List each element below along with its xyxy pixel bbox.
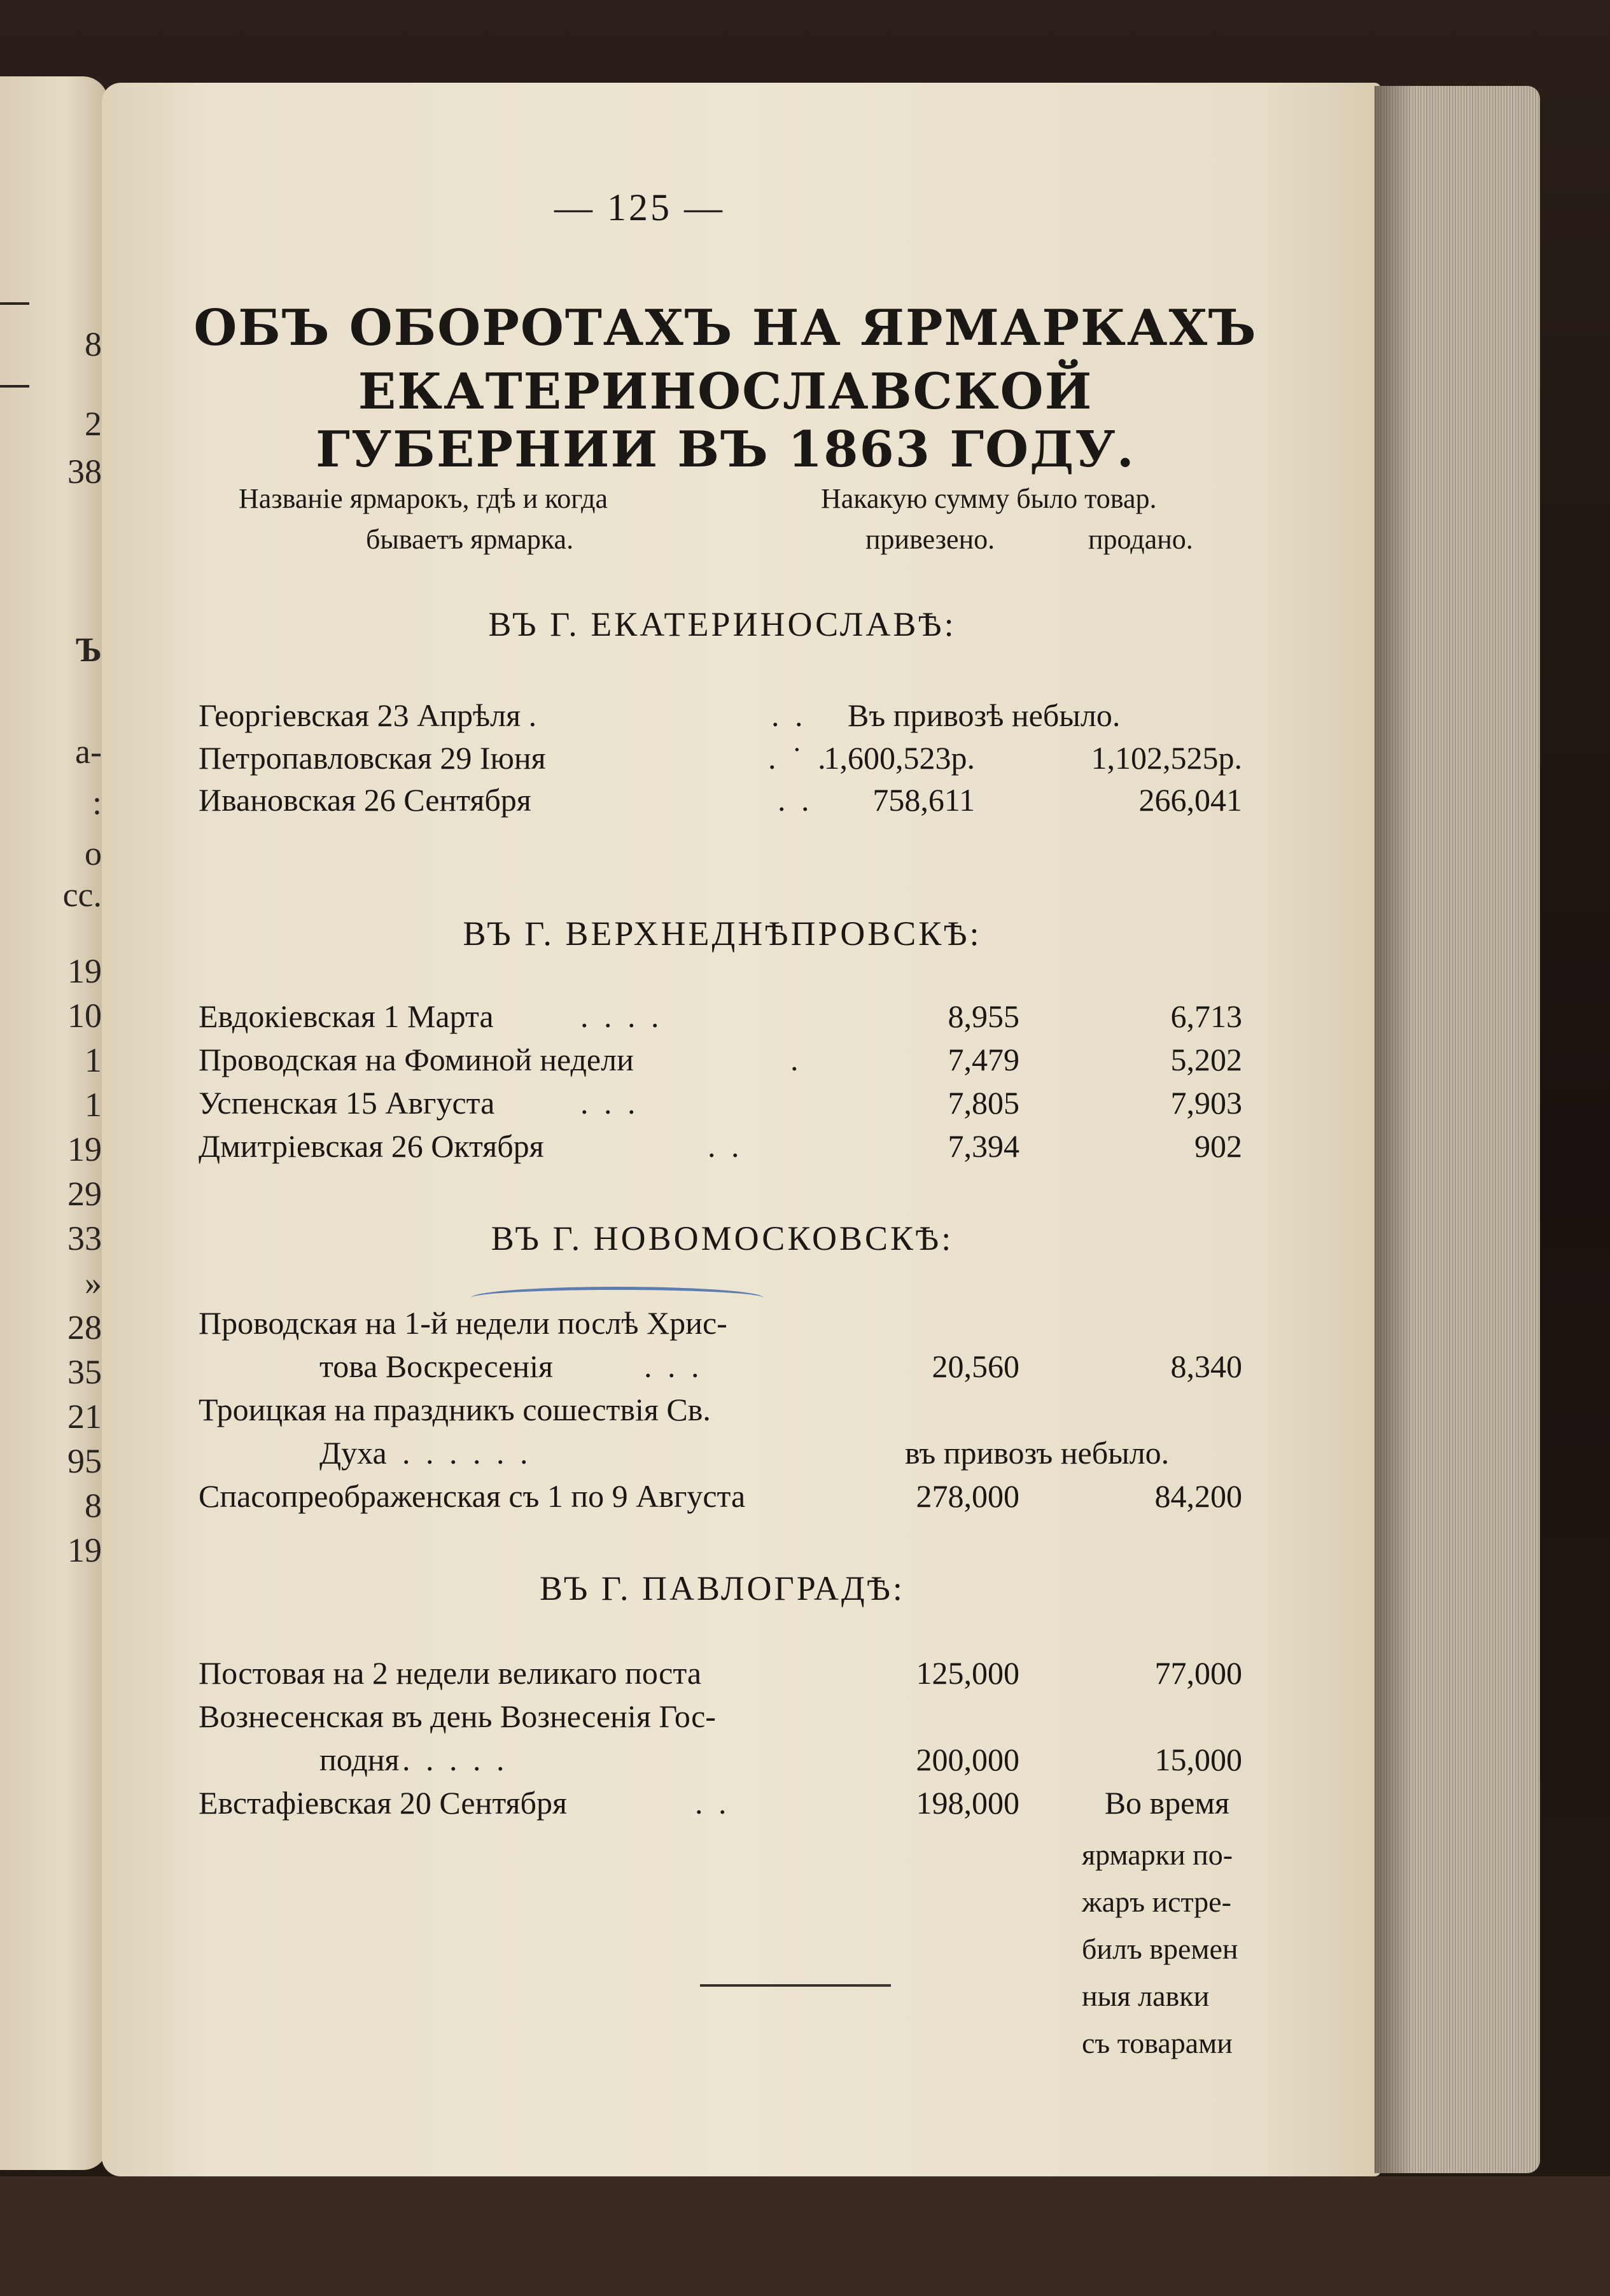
row-note: Въ привозѣ небыло.: [848, 697, 1121, 733]
left-page-fragment: :: [92, 783, 102, 822]
table-row: [199, 1698, 1242, 1742]
table-row: [199, 1478, 1242, 1522]
leader-dots: . .: [778, 782, 813, 818]
column-header-amount: Накакую сумму было товар.: [821, 483, 1157, 514]
value-sold: 8,340: [1170, 1348, 1242, 1384]
left-page-fragment: 35: [67, 1353, 102, 1391]
left-page-fragment: 10: [67, 997, 102, 1035]
table-row: [199, 1655, 1242, 1699]
fair-name: Евстафіевская 20 Сентября: [199, 1785, 567, 1821]
value-sold: 15,000: [1154, 1742, 1242, 1777]
left-page-fragment: 38: [67, 452, 102, 491]
leader-dots: .: [790, 1042, 802, 1077]
fair-name: Проводская на 1-й недели послѣ Хрис-: [199, 1305, 727, 1341]
fair-name: Ивановская 26 Сентября: [199, 782, 531, 818]
cover-bottom-edge: [0, 2176, 1610, 2296]
left-page-fragment: 2: [85, 405, 102, 443]
table-row: [199, 1784, 1242, 1829]
fair-name: Спасопреображенская съ 1 по 9 Августа: [199, 1478, 746, 1514]
leader-dots: . . . .: [580, 998, 663, 1034]
section-title-ekaterinoslav: ВЪ Г. ЕКАТЕРИНОСЛАВѢ:: [488, 605, 956, 643]
left-page-rule: [0, 385, 29, 388]
previous-page-edge: [0, 76, 108, 2170]
leader-dots: . .: [708, 1128, 743, 1164]
section-title-pavlograd: ВЪ Г. ПАВЛОГРАДѢ:: [540, 1569, 905, 1607]
left-page-fragment: 1: [85, 1041, 102, 1079]
side-note-line: билъ времен: [1082, 1933, 1238, 1965]
left-page-fragment: 33: [67, 1219, 102, 1257]
fair-name: Троицкая на праздникъ сошествія Св.: [199, 1392, 711, 1427]
column-header-name-line2: бываетъ ярмарка.: [366, 524, 574, 555]
table-row: [199, 1391, 1242, 1436]
value-sold: 1,102,525р.: [1091, 740, 1242, 776]
value-sold: 77,000: [1154, 1655, 1242, 1691]
fair-name: това Воскресенія: [319, 1348, 553, 1384]
left-page-fragment: 8: [85, 1487, 102, 1525]
table-row: [199, 998, 1242, 1042]
table-row: [199, 1041, 1242, 1086]
page-title-line1: ОБЪ ОБОРОТАХЪ НА ЯРМАРКАХЪ: [193, 299, 1257, 357]
row-note-start: Во время: [1104, 1785, 1229, 1821]
section-title-verkhnedneprovsk: ВЪ Г. ВЕРХНЕДНѢПРОВСКѢ:: [463, 914, 982, 953]
left-page-rule: [0, 302, 29, 305]
value-brought: 1,600,523р.: [823, 740, 975, 776]
table-row: [199, 781, 1242, 826]
left-page-fragment: 95: [67, 1442, 102, 1480]
table-row: [199, 1305, 1242, 1349]
left-page-fragment: 19: [67, 1531, 102, 1569]
left-page-fragment: а-: [75, 732, 102, 771]
left-page-fragment: 21: [67, 1397, 102, 1436]
left-page-fragment: 29: [67, 1175, 102, 1213]
fair-name: Петропавловская 29 Іюня: [199, 740, 546, 776]
value-sold: 84,200: [1154, 1478, 1242, 1514]
row-note: въ привозъ небыло.: [905, 1435, 1170, 1471]
leader-dots: . . . . . .: [402, 1435, 532, 1471]
leader-dots: . . .: [644, 1348, 703, 1384]
value-sold: 7,903: [1170, 1085, 1242, 1121]
fair-name: Вознесенская въ день Вознесенія Гос-: [199, 1698, 716, 1734]
fair-name: Евдокіевская 1 Марта: [199, 998, 494, 1034]
leader-dots: . ˙ .: [768, 740, 830, 776]
table-row: [199, 1434, 1242, 1479]
left-page-fragment: 19: [67, 1130, 102, 1168]
value-brought: 7,479: [948, 1042, 1019, 1077]
leader-dots: . .: [771, 697, 807, 733]
column-header-name-line1: Названіе ярмарокъ, гдѣ и когда: [239, 483, 608, 514]
column-header-sold: продано.: [1088, 524, 1193, 555]
leader-dots: . . . . .: [402, 1742, 508, 1777]
value-brought: 7,394: [948, 1128, 1019, 1164]
page-edges-shadow: [1375, 86, 1413, 2173]
left-page-fragment: 28: [67, 1308, 102, 1347]
fair-name: Дмитріевская 26 Октября: [199, 1128, 544, 1164]
leader-dots: . .: [695, 1785, 731, 1821]
left-page-fragment: о: [85, 834, 102, 872]
fair-name: Георгіевская 23 Апрѣля .: [199, 697, 537, 733]
left-page-fragment: Ъ: [75, 631, 102, 669]
side-note-line: съ товарами: [1082, 2027, 1233, 2059]
table-row: [199, 739, 1242, 784]
value-sold: 5,202: [1170, 1042, 1242, 1077]
left-page-fragment: »: [85, 1264, 102, 1302]
value-brought: 200,000: [916, 1742, 1019, 1777]
side-note-line: жаръ истре-: [1082, 1886, 1231, 1918]
table-row: [199, 1741, 1242, 1786]
value-brought: 20,560: [932, 1348, 1019, 1384]
leader-dots: . . .: [580, 1085, 640, 1121]
fair-name: Постовая на 2 недели великаго поста: [199, 1655, 702, 1691]
table-row: [199, 1084, 1242, 1129]
fair-name: Духа: [319, 1435, 387, 1471]
value-sold: 6,713: [1170, 998, 1242, 1034]
left-page-fragment: 1: [85, 1086, 102, 1124]
value-sold: 902: [1194, 1128, 1242, 1164]
fair-name: Успенская 15 Августа: [199, 1085, 495, 1121]
left-page-fragment: 19: [67, 952, 102, 990]
value-brought: 7,805: [948, 1085, 1019, 1121]
table-row: [199, 1348, 1242, 1392]
fair-name: подня: [319, 1742, 400, 1777]
end-rule: [700, 1984, 891, 1987]
value-brought: 198,000: [916, 1785, 1019, 1821]
value-sold: 266,041: [1138, 782, 1242, 818]
page-number: — 125 —: [554, 186, 725, 228]
table-row: [199, 697, 1242, 741]
side-note-line: ярмарки по-: [1082, 1838, 1233, 1871]
value-brought: 125,000: [916, 1655, 1019, 1691]
value-brought: 8,955: [948, 998, 1019, 1034]
fair-name: Проводская на Фоминой недели: [199, 1042, 634, 1077]
side-note: [1082, 1831, 1247, 2067]
left-page-fragment: сс.: [62, 876, 102, 914]
side-note-line: ныя лавки: [1082, 1980, 1210, 2012]
value-brought: 758,611: [872, 782, 975, 818]
left-page-fragment: 8: [85, 325, 102, 363]
section-title-novomoskovsk: ВЪ Г. НОВОМОСКОВСКѢ:: [491, 1219, 954, 1257]
table-row: [199, 1128, 1242, 1172]
page-title-line2: ЕКАТЕРИНОСЛАВСКОЙ ГУБЕРНИИ ВЪ 1863 ГОДУ.: [316, 363, 1135, 479]
value-brought: 278,000: [916, 1478, 1019, 1514]
column-header-brought: привезено.: [865, 524, 995, 555]
